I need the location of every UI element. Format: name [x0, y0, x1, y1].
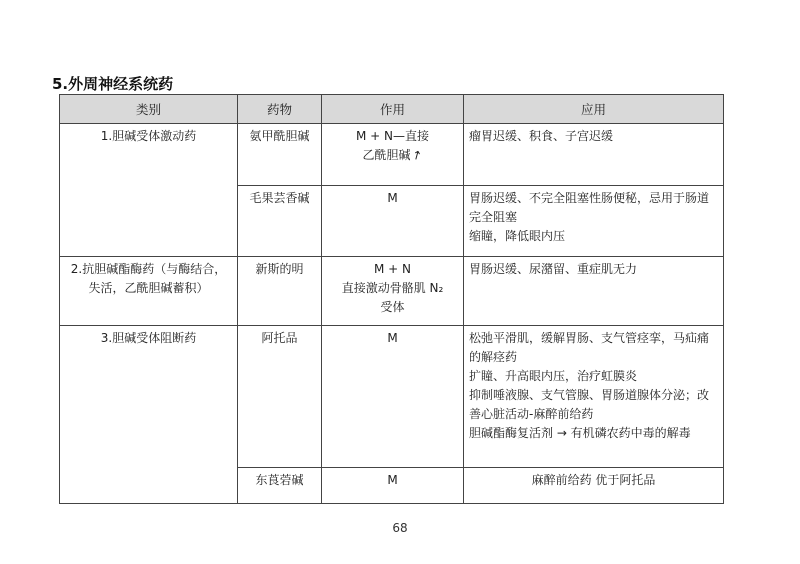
action-line: M [387, 331, 398, 345]
application-line: 麻醉前给药 优于阿托品 [531, 473, 656, 487]
page-number: 68 [392, 521, 408, 535]
application-cell [464, 257, 724, 326]
application-line: 抑制唾液腺、支气管腺、胃肠道腺体分泌；改善心脏活动-麻醉前给药 [469, 388, 710, 421]
drug-cell: 新斯的明 [238, 257, 322, 326]
application-line: 胃肠迟缓、尿潴留、重症肌无力 [469, 262, 638, 276]
drug-cell: 阿托品 [238, 326, 322, 468]
header-drug: 药物 [238, 95, 322, 124]
action-line: M [387, 473, 398, 487]
action-line-text: 乙酰胆碱 [362, 148, 411, 162]
table-row [60, 257, 724, 326]
application-line: 扩瞳、升高眼内压，治疗虹膜炎 [469, 369, 638, 383]
application-cell [464, 186, 724, 257]
category-cell: 2.抗胆碱酯酶药（与酶结合，失活，乙酰胆碱蓄积） [60, 257, 238, 326]
drug-cell: 氨甲酰胆碱 [238, 124, 322, 186]
application-line: 瘤胃迟缓、积食、子宫迟缓 [469, 129, 614, 143]
table-row [60, 326, 724, 468]
drug-cell: 东莨菪碱 [238, 468, 322, 504]
action-cell [322, 468, 464, 504]
application-line: 胃肠迟缓、不完全阻塞性肠便秘，忌用于肠道完全阻塞 [469, 191, 710, 224]
drug-cell: 毛果芸香碱 [238, 186, 322, 257]
category-cell: 3.胆碱受体阻断药 [60, 326, 238, 504]
section-title: 5.外周神经系统药 [52, 75, 174, 93]
header-application: 应用 [464, 95, 724, 124]
action-cell [322, 257, 464, 326]
header-action: 作用 [322, 95, 464, 124]
action-line: 直接激动骨骼肌 N₂ [341, 281, 444, 295]
arrow-up-icon: ↗ [409, 146, 426, 164]
action-line [327, 146, 458, 165]
application-cell [464, 468, 724, 504]
application-line: 缩瞳，降低眼内压 [469, 229, 566, 243]
action-line: M + N—直接 [355, 129, 429, 143]
application-line: 松弛平滑肌，缓解胃肠、支气管痉挛，马疝痛的解痉药 [469, 331, 710, 364]
table-row [60, 124, 724, 186]
drug-table [59, 94, 724, 504]
application-cell [464, 326, 724, 468]
action-line: 受体 [380, 300, 405, 314]
application-cell [464, 124, 724, 186]
header-category: 类别 [60, 95, 238, 124]
action-cell [322, 326, 464, 468]
action-line: M [387, 191, 398, 205]
category-cell: 1.胆碱受体激动药 [60, 124, 238, 257]
action-cell [322, 124, 464, 186]
application-line: 胆碱酯酶复活剂 → 有机磷农药中毒的解毒 [469, 426, 691, 440]
action-cell [322, 186, 464, 257]
action-line: M + N [373, 262, 411, 276]
table-header-row [60, 95, 724, 124]
